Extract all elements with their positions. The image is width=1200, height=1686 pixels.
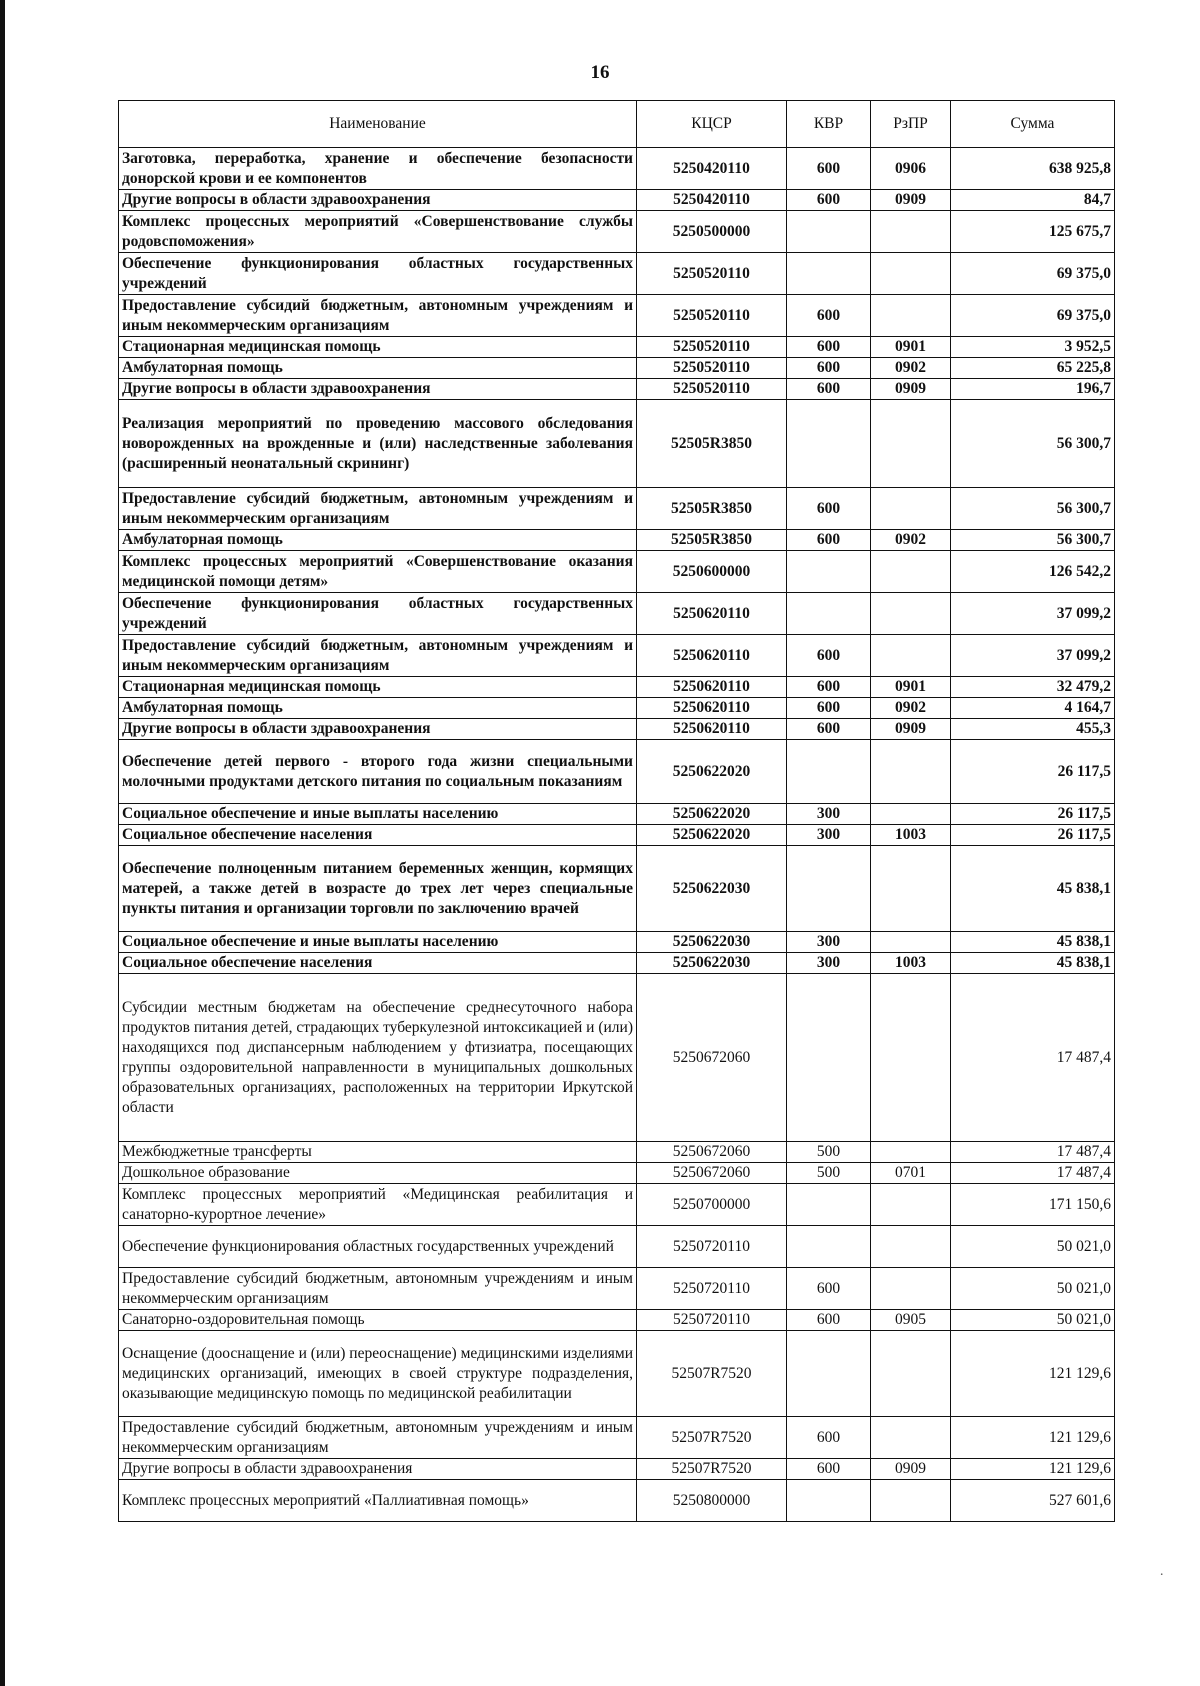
table-row <box>119 1226 1115 1268</box>
margin-mark: · <box>1159 1568 1164 1583</box>
cell-name: Предоставление субсидий бюджетным, автономным учреждениям и иным некоммерческим организациям <box>119 295 637 337</box>
cell-name: Оснащение (дооснащение и (или) переоснащение) медицинскими изделиями медицинских организаций, имеющих в своей структуре подразделения, оказывающие медицинскую помощь по медицинской реабилитации <box>119 1331 637 1417</box>
table-row <box>119 932 1115 953</box>
cell-kvr <box>787 740 871 804</box>
cell-rzpr <box>871 804 951 825</box>
table-row <box>119 337 1115 358</box>
cell-kvr: 600 <box>787 488 871 530</box>
scan-edge-bar <box>0 0 5 1686</box>
cell-name: Комплекс процессных мероприятий «Медицинская реабилитация и санаторно-курортное лечение» <box>119 1184 637 1226</box>
cell-kcsr: 5250520110 <box>637 379 787 400</box>
cell-kcsr: 52505R3850 <box>637 530 787 551</box>
cell-sum: 121 129,6 <box>951 1459 1115 1480</box>
cell-kcsr: 5250720110 <box>637 1310 787 1331</box>
cell-name: Заготовка, переработка, хранение и обеспечение безопасности донорской крови и ее компонентов <box>119 148 637 190</box>
cell-kcsr: 5250720110 <box>637 1268 787 1310</box>
table-row <box>119 953 1115 974</box>
cell-kcsr: 5250500000 <box>637 211 787 253</box>
cell-sum: 4 164,7 <box>951 698 1115 719</box>
table-row <box>119 804 1115 825</box>
table-body <box>119 148 1115 1522</box>
table-row <box>119 1310 1115 1331</box>
cell-rzpr: 0902 <box>871 530 951 551</box>
cell-name: Другие вопросы в области здравоохранения <box>119 719 637 740</box>
cell-kcsr: 5250672060 <box>637 974 787 1142</box>
table-row <box>119 295 1115 337</box>
cell-rzpr <box>871 846 951 932</box>
cell-name: Стационарная медицинская помощь <box>119 337 637 358</box>
cell-kvr <box>787 1331 871 1417</box>
table-row <box>119 358 1115 379</box>
cell-kcsr: 5250622020 <box>637 825 787 846</box>
cell-sum: 50 021,0 <box>951 1268 1115 1310</box>
cell-name: Социальное обеспечение и иные выплаты населению <box>119 804 637 825</box>
table-row <box>119 1268 1115 1310</box>
table-row <box>119 211 1115 253</box>
cell-kvr: 600 <box>787 295 871 337</box>
cell-kcsr: 5250600000 <box>637 551 787 593</box>
cell-kvr: 600 <box>787 1310 871 1331</box>
cell-rzpr: 0906 <box>871 148 951 190</box>
table-row <box>119 1142 1115 1163</box>
cell-name: Обеспечение функционирования областных государственных учреждений <box>119 1226 637 1268</box>
cell-kvr <box>787 551 871 593</box>
cell-kcsr: 5250800000 <box>637 1480 787 1522</box>
table-row <box>119 740 1115 804</box>
cell-rzpr: 0902 <box>871 358 951 379</box>
cell-kvr: 600 <box>787 358 871 379</box>
cell-name: Амбулаторная помощь <box>119 358 637 379</box>
cell-kcsr: 52507R7520 <box>637 1459 787 1480</box>
cell-name: Стационарная медицинская помощь <box>119 677 637 698</box>
cell-rzpr <box>871 1142 951 1163</box>
cell-name: Социальное обеспечение населения <box>119 953 637 974</box>
cell-kcsr: 5250622020 <box>637 740 787 804</box>
cell-sum: 527 601,6 <box>951 1480 1115 1522</box>
cell-name: Амбулаторная помощь <box>119 698 637 719</box>
table-row <box>119 698 1115 719</box>
cell-sum: 121 129,6 <box>951 1417 1115 1459</box>
cell-name: Амбулаторная помощь <box>119 530 637 551</box>
cell-rzpr <box>871 1184 951 1226</box>
cell-kvr: 600 <box>787 635 871 677</box>
cell-sum: 26 117,5 <box>951 804 1115 825</box>
cell-name: Предоставление субсидий бюджетным, автономным учреждениям и иным некоммерческим организациям <box>119 1268 637 1310</box>
cell-sum: 455,3 <box>951 719 1115 740</box>
cell-sum: 171 150,6 <box>951 1184 1115 1226</box>
table-row <box>119 1417 1115 1459</box>
cell-sum: 45 838,1 <box>951 932 1115 953</box>
cell-kvr <box>787 1184 871 1226</box>
table-row <box>119 825 1115 846</box>
cell-kvr: 600 <box>787 337 871 358</box>
table-row <box>119 1480 1115 1522</box>
cell-name: Субсидии местным бюджетам на обеспечение среднесуточного набора продуктов питания детей, страдающих туберкулезной интоксикацией и (или) находящихся под диспансерным наблюдением у фтизиатра, посещающих группы оздоровительной направленности в муниципальных дошкольных образовательных организациях, расположенных на территории Иркутской области <box>119 974 637 1142</box>
cell-kcsr: 5250622030 <box>637 932 787 953</box>
cell-rzpr <box>871 400 951 488</box>
cell-kcsr: 5250700000 <box>637 1184 787 1226</box>
table-row <box>119 1331 1115 1417</box>
cell-sum: 84,7 <box>951 190 1115 211</box>
cell-sum: 26 117,5 <box>951 825 1115 846</box>
table-row <box>119 635 1115 677</box>
cell-rzpr <box>871 974 951 1142</box>
cell-kvr: 600 <box>787 1417 871 1459</box>
cell-rzpr <box>871 740 951 804</box>
cell-kvr: 300 <box>787 953 871 974</box>
cell-rzpr: 0701 <box>871 1163 951 1184</box>
cell-kvr: 600 <box>787 1459 871 1480</box>
cell-kcsr: 5250620110 <box>637 677 787 698</box>
table-row <box>119 593 1115 635</box>
table-header-row <box>119 101 1115 148</box>
table-row <box>119 1459 1115 1480</box>
cell-kcsr: 5250520110 <box>637 295 787 337</box>
cell-kcsr: 5250420110 <box>637 190 787 211</box>
cell-kcsr: 5250520110 <box>637 337 787 358</box>
cell-kvr: 500 <box>787 1163 871 1184</box>
cell-kvr <box>787 253 871 295</box>
cell-name: Предоставление субсидий бюджетным, автономным учреждениям и иным некоммерческим организациям <box>119 1417 637 1459</box>
cell-rzpr <box>871 253 951 295</box>
header-sum: Сумма <box>951 101 1115 148</box>
cell-name: Социальное обеспечение и иные выплаты населению <box>119 932 637 953</box>
budget-table <box>118 100 1115 1522</box>
cell-kcsr: 5250520110 <box>637 253 787 295</box>
cell-sum: 26 117,5 <box>951 740 1115 804</box>
cell-kvr: 600 <box>787 148 871 190</box>
table-row <box>119 379 1115 400</box>
cell-rzpr <box>871 488 951 530</box>
cell-name: Другие вопросы в области здравоохранения <box>119 190 637 211</box>
cell-rzpr <box>871 593 951 635</box>
cell-sum: 56 300,7 <box>951 488 1115 530</box>
cell-kcsr: 5250420110 <box>637 148 787 190</box>
table-row <box>119 488 1115 530</box>
cell-kcsr: 5250720110 <box>637 1226 787 1268</box>
cell-kvr <box>787 400 871 488</box>
cell-sum: 17 487,4 <box>951 1163 1115 1184</box>
cell-sum: 45 838,1 <box>951 953 1115 974</box>
header-name: Наименование <box>119 101 637 148</box>
table-row <box>119 1163 1115 1184</box>
cell-kvr: 600 <box>787 698 871 719</box>
cell-kcsr: 5250520110 <box>637 358 787 379</box>
cell-kvr: 600 <box>787 190 871 211</box>
cell-rzpr <box>871 211 951 253</box>
table-row <box>119 677 1115 698</box>
cell-sum: 50 021,0 <box>951 1310 1115 1331</box>
cell-name: Обеспечение функционирования областных государственных учреждений <box>119 253 637 295</box>
cell-rzpr: 0901 <box>871 337 951 358</box>
cell-kcsr: 52505R3850 <box>637 488 787 530</box>
cell-name: Социальное обеспечение населения <box>119 825 637 846</box>
cell-rzpr: 0909 <box>871 1459 951 1480</box>
cell-kvr: 600 <box>787 530 871 551</box>
cell-name: Обеспечение полноценным питанием беременных женщин, кормящих матерей, а также детей в возрасте до трех лет через специальные пункты питания и организации торговли по заключению врачей <box>119 846 637 932</box>
cell-kvr <box>787 846 871 932</box>
cell-sum: 126 542,2 <box>951 551 1115 593</box>
table-row <box>119 190 1115 211</box>
cell-kvr <box>787 593 871 635</box>
cell-name: Санаторно-оздоровительная помощь <box>119 1310 637 1331</box>
cell-kvr: 600 <box>787 719 871 740</box>
cell-kcsr: 5250672060 <box>637 1163 787 1184</box>
cell-kvr: 600 <box>787 1268 871 1310</box>
cell-name: Обеспечение функционирования областных государственных учреждений <box>119 593 637 635</box>
cell-sum: 69 375,0 <box>951 295 1115 337</box>
cell-name: Предоставление субсидий бюджетным, автономным учреждениям и иным некоммерческим организациям <box>119 488 637 530</box>
cell-rzpr: 1003 <box>871 825 951 846</box>
cell-rzpr: 0901 <box>871 677 951 698</box>
cell-rzpr <box>871 1331 951 1417</box>
cell-sum: 121 129,6 <box>951 1331 1115 1417</box>
cell-sum: 32 479,2 <box>951 677 1115 698</box>
table-row <box>119 253 1115 295</box>
cell-sum: 45 838,1 <box>951 846 1115 932</box>
header-kvr: КВР <box>787 101 871 148</box>
cell-name: Дошкольное образование <box>119 1163 637 1184</box>
cell-name: Другие вопросы в области здравоохранения <box>119 379 637 400</box>
cell-rzpr: 1003 <box>871 953 951 974</box>
cell-rzpr: 0905 <box>871 1310 951 1331</box>
cell-kcsr: 52507R7520 <box>637 1331 787 1417</box>
cell-kcsr: 5250672060 <box>637 1142 787 1163</box>
header-rzpr: РзПР <box>871 101 951 148</box>
cell-kcsr: 5250620110 <box>637 635 787 677</box>
cell-kvr: 600 <box>787 677 871 698</box>
table-row <box>119 1184 1115 1226</box>
cell-kcsr: 5250620110 <box>637 698 787 719</box>
cell-rzpr <box>871 635 951 677</box>
cell-kvr: 600 <box>787 379 871 400</box>
cell-rzpr <box>871 1480 951 1522</box>
table-row <box>119 846 1115 932</box>
cell-sum: 50 021,0 <box>951 1226 1115 1268</box>
cell-name: Другие вопросы в области здравоохранения <box>119 1459 637 1480</box>
cell-sum: 196,7 <box>951 379 1115 400</box>
cell-kcsr: 5250622030 <box>637 953 787 974</box>
cell-sum: 56 300,7 <box>951 400 1115 488</box>
table-row <box>119 974 1115 1142</box>
cell-rzpr: 0909 <box>871 190 951 211</box>
cell-rzpr <box>871 295 951 337</box>
header-kcsr: КЦСР <box>637 101 787 148</box>
cell-sum: 37 099,2 <box>951 593 1115 635</box>
cell-kvr <box>787 211 871 253</box>
cell-kcsr: 5250622020 <box>637 804 787 825</box>
cell-rzpr: 0902 <box>871 698 951 719</box>
cell-rzpr: 0909 <box>871 719 951 740</box>
cell-kvr <box>787 974 871 1142</box>
cell-sum: 638 925,8 <box>951 148 1115 190</box>
cell-sum: 125 675,7 <box>951 211 1115 253</box>
table-row <box>119 551 1115 593</box>
cell-kcsr: 52505R3850 <box>637 400 787 488</box>
table-row <box>119 719 1115 740</box>
cell-name: Комплекс процессных мероприятий «Паллиативная помощь» <box>119 1480 637 1522</box>
cell-name: Реализация мероприятий по проведению массового обследования новорожденных на врожденные и (или) наследственные заболевания (расширенный неонатальный скрининг) <box>119 400 637 488</box>
cell-kvr: 300 <box>787 825 871 846</box>
cell-name: Обеспечение детей первого - второго года жизни специальными молочными продуктами детского питания по социальным показаниям <box>119 740 637 804</box>
cell-sum: 17 487,4 <box>951 1142 1115 1163</box>
cell-kcsr: 5250622030 <box>637 846 787 932</box>
table-row <box>119 148 1115 190</box>
cell-kvr: 300 <box>787 804 871 825</box>
cell-name: Комплекс процессных мероприятий «Совершенствование службы родовспоможения» <box>119 211 637 253</box>
table-row <box>119 530 1115 551</box>
cell-rzpr <box>871 932 951 953</box>
cell-kcsr: 5250620110 <box>637 719 787 740</box>
cell-rzpr <box>871 1226 951 1268</box>
cell-name: Предоставление субсидий бюджетным, автономным учреждениям и иным некоммерческим организациям <box>119 635 637 677</box>
cell-kcsr: 52507R7520 <box>637 1417 787 1459</box>
cell-name: Комплекс процессных мероприятий «Совершенствование оказания медицинской помощи детям» <box>119 551 637 593</box>
cell-kvr <box>787 1226 871 1268</box>
cell-sum: 65 225,8 <box>951 358 1115 379</box>
cell-sum: 37 099,2 <box>951 635 1115 677</box>
page-number: 16 <box>590 62 610 83</box>
cell-sum: 56 300,7 <box>951 530 1115 551</box>
cell-kvr <box>787 1480 871 1522</box>
cell-sum: 3 952,5 <box>951 337 1115 358</box>
cell-name: Межбюджетные трансферты <box>119 1142 637 1163</box>
cell-kvr: 300 <box>787 932 871 953</box>
cell-kcsr: 5250620110 <box>637 593 787 635</box>
cell-rzpr <box>871 551 951 593</box>
table-row <box>119 400 1115 488</box>
cell-rzpr: 0909 <box>871 379 951 400</box>
cell-rzpr <box>871 1268 951 1310</box>
cell-rzpr <box>871 1417 951 1459</box>
cell-sum: 17 487,4 <box>951 974 1115 1142</box>
cell-kvr: 500 <box>787 1142 871 1163</box>
cell-sum: 69 375,0 <box>951 253 1115 295</box>
